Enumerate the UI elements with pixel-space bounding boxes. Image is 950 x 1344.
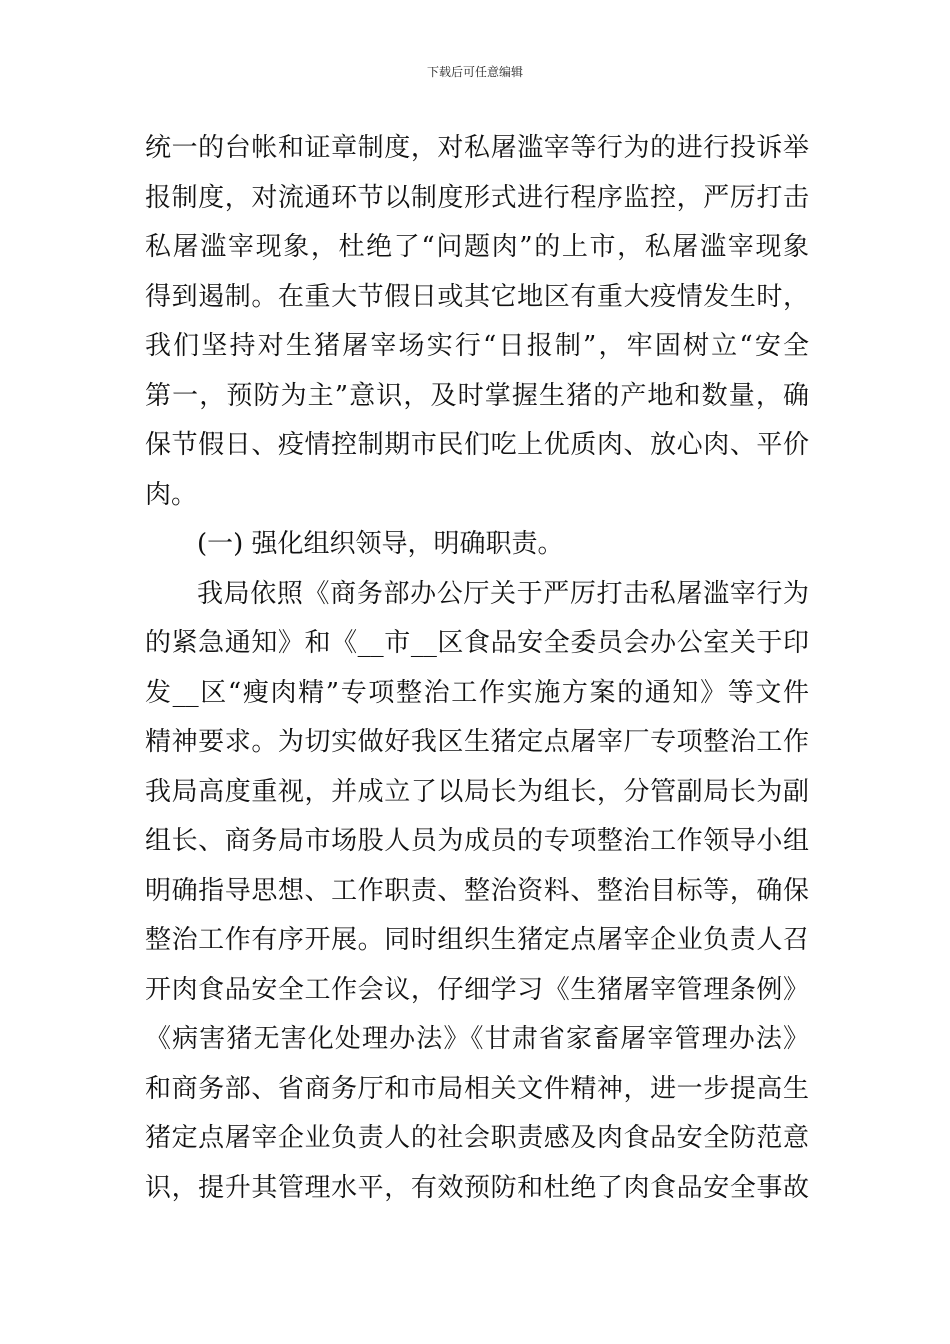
text-line: 私屠滥宰现象，杜绝了“问题肉”的上市，私屠滥宰现象 — [145, 232, 809, 262]
text-line: 的紧急通知》和《__市__区食品安全委员会办公室关于印 — [145, 628, 809, 658]
text-line: 得到遏制。在重大节假日或其它地区有重大疫情发生时， — [145, 281, 809, 312]
text-line: 保节假日、疫情控制期市民们吃上优质肉、放心肉、平价 — [145, 430, 809, 460]
paragraph-2 — [145, 570, 809, 1214]
text-line: 《病害猪无害化处理办法》《甘肃省家畜屠宰管理办法》 — [145, 1024, 809, 1054]
text-line: 组长、商务局市场股人员为成员的专项整治工作领导小组 — [145, 826, 809, 856]
text-line: 肉。 — [145, 479, 198, 510]
text-line: 明确指导思想、工作职责、整治资料、整治目标等，确保 — [145, 875, 809, 906]
section-heading — [145, 520, 809, 570]
text-line: 我局依照《商务部办公厅关于严厉打击私屠滥宰行为 — [197, 578, 809, 609]
text-line: 精神要求。为切实做好我区生猪定点屠宰厂专项整治工作 — [145, 727, 809, 757]
text-line: 开肉食品安全工作会议，仔细学习《生猪屠宰管理条例》 — [145, 974, 809, 1005]
text-line: 识，提升其管理水平，有效预防和杜绝了肉食品安全事故 — [145, 1172, 809, 1203]
text-line: 我们坚持对生猪屠宰场实行“日报制”，牢固树立“安全 — [145, 331, 809, 361]
text-line: 整治工作有序开展。同时组织生猪定点屠宰企业负责人召 — [145, 925, 809, 955]
text-line: 报制度，对流通环节以制度形式进行程序监控，严厉打击 — [145, 182, 809, 213]
document-body — [145, 124, 809, 1213]
heading-line: (一) 强化组织领导，明确职责。 — [197, 529, 564, 559]
page-header: 下载后可任意编辑 — [426, 65, 523, 79]
text-line: 第一，预防为主”意识，及时掌握生猪的产地和数量，确 — [145, 380, 809, 411]
text-line: 猪定点屠宰企业负责人的社会职责感及肉食品安全防范意 — [145, 1123, 809, 1153]
text-line: 和商务部、省商务厅和市局相关文件精神，进一步提高生 — [145, 1073, 809, 1104]
paragraph-1 — [145, 124, 809, 520]
text-line: 发__区“瘦肉精”专项整治工作实施方案的通知》等文件 — [145, 677, 809, 708]
text-line: 统一的台帐和证章制度，对私屠滥宰等行为的进行投诉举 — [145, 133, 809, 163]
text-line: 我局高度重视，并成立了以局长为组长，分管副局长为副 — [145, 776, 809, 807]
